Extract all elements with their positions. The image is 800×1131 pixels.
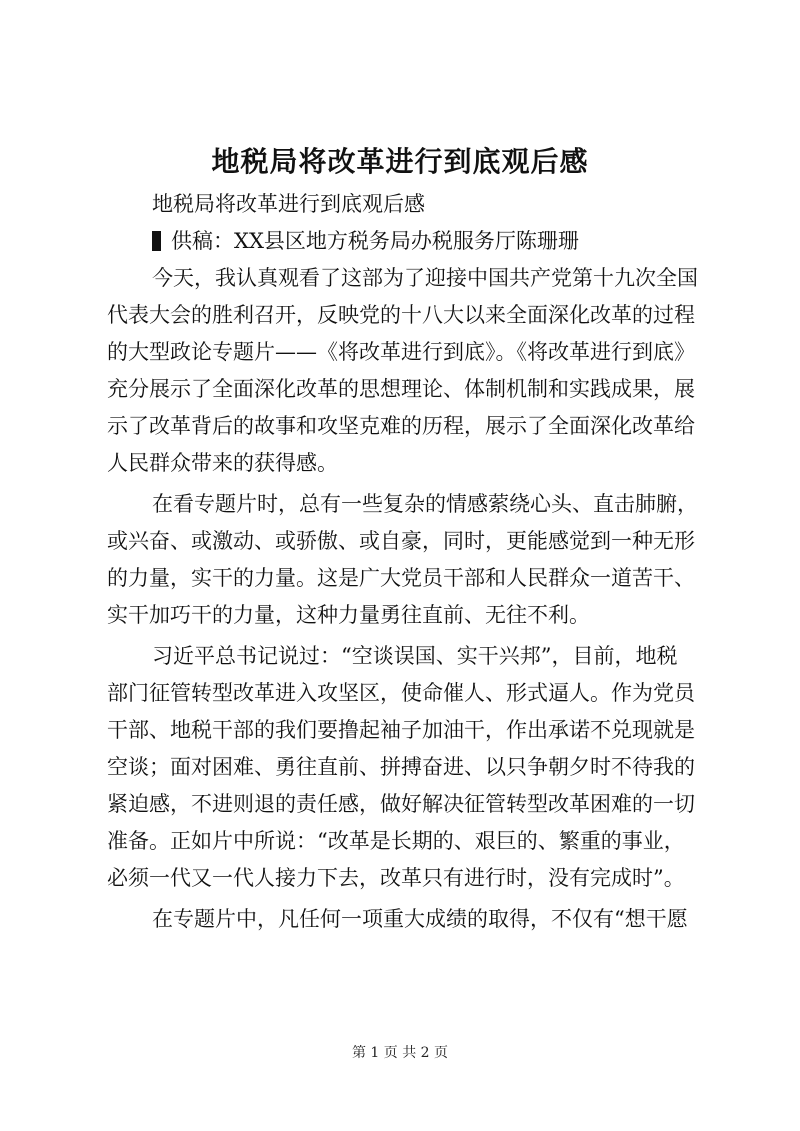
- paragraph-line: 在看专题片时，总有一些复杂的情感萦绕心头、直击肺腑，: [152, 492, 698, 516]
- document-body: [107, 186, 717, 938]
- author-line: [107, 223, 717, 260]
- paragraph-line: 必须一代又一代人接力下去，改革只有进行时，没有完成时”。: [107, 866, 685, 890]
- paragraph-line: 的力量，实干的力量。这是广大党员干部和人民群众一道苦干、: [107, 566, 695, 590]
- paragraph-3: [107, 638, 717, 897]
- paragraph-line: 紧迫感，不进则退的责任感，做好解决征管转型改革困难的一切: [107, 792, 695, 816]
- paragraph-line: 充分展示了全面深化改革的思想理论、体制机制和实践成果，展: [107, 377, 695, 401]
- paragraph-2: [107, 486, 717, 634]
- paragraph-line: 的大型政论专题片——《将改革进行到底》。《将改革进行到底》: [107, 340, 695, 364]
- paragraph-1: [107, 260, 717, 482]
- paragraph-line: 部门征管转型改革进入攻坚区，使命催人、形式逼人。作为党员: [107, 681, 695, 705]
- paragraph-line: 代表大会的胜利召开，反映党的十八大以来全面深化改革的过程: [107, 303, 695, 327]
- paragraph-line: 或兴奋、或激动、或骄傲、或自豪，同时，更能感觉到一种无形: [107, 529, 695, 553]
- document-title: 地税局将改革进行到底观后感: [211, 145, 589, 178]
- author-text: 供稿：XX县区地方税务局办税服务厅陈珊珊: [171, 229, 579, 253]
- paragraph-line: 示了改革背后的故事和攻坚克难的历程，展示了全面深化改革给: [107, 414, 695, 438]
- paragraph-4: [107, 901, 717, 938]
- square-bullet-icon: [152, 231, 161, 251]
- page-footer: 第 1 页 共 2 页: [351, 1045, 449, 1061]
- paragraph-line: 实干加巧干的力量，这种力量勇往直前、无往不利。: [107, 603, 590, 627]
- paragraph-line: 人民群众带来的获得感。: [107, 451, 338, 475]
- paragraph-line: 在专题片中，凡任何一项重大成绩的取得，不仅有“想干愿: [152, 907, 688, 931]
- paragraph-line: 干部、地税干部的我们要撸起袖子加油干，作出承诺不兑现就是: [107, 718, 695, 742]
- paragraph-line: 空谈；面对困难、勇往直前、拼搏奋进、以只争朝夕时不待我的: [107, 755, 695, 779]
- paragraph-line: 准备。正如片中所说：“改革是长期的、艰巨的、繁重的事业，: [107, 829, 685, 853]
- paragraph-line: 习近平总书记说过：“空谈误国、实干兴邦”，目前，地税: [152, 644, 678, 668]
- subtitle: 地税局将改革进行到底观后感: [152, 192, 425, 216]
- paragraph-line: 今天，我认真观看了这部为了迎接中国共产党第十九次全国: [152, 266, 698, 290]
